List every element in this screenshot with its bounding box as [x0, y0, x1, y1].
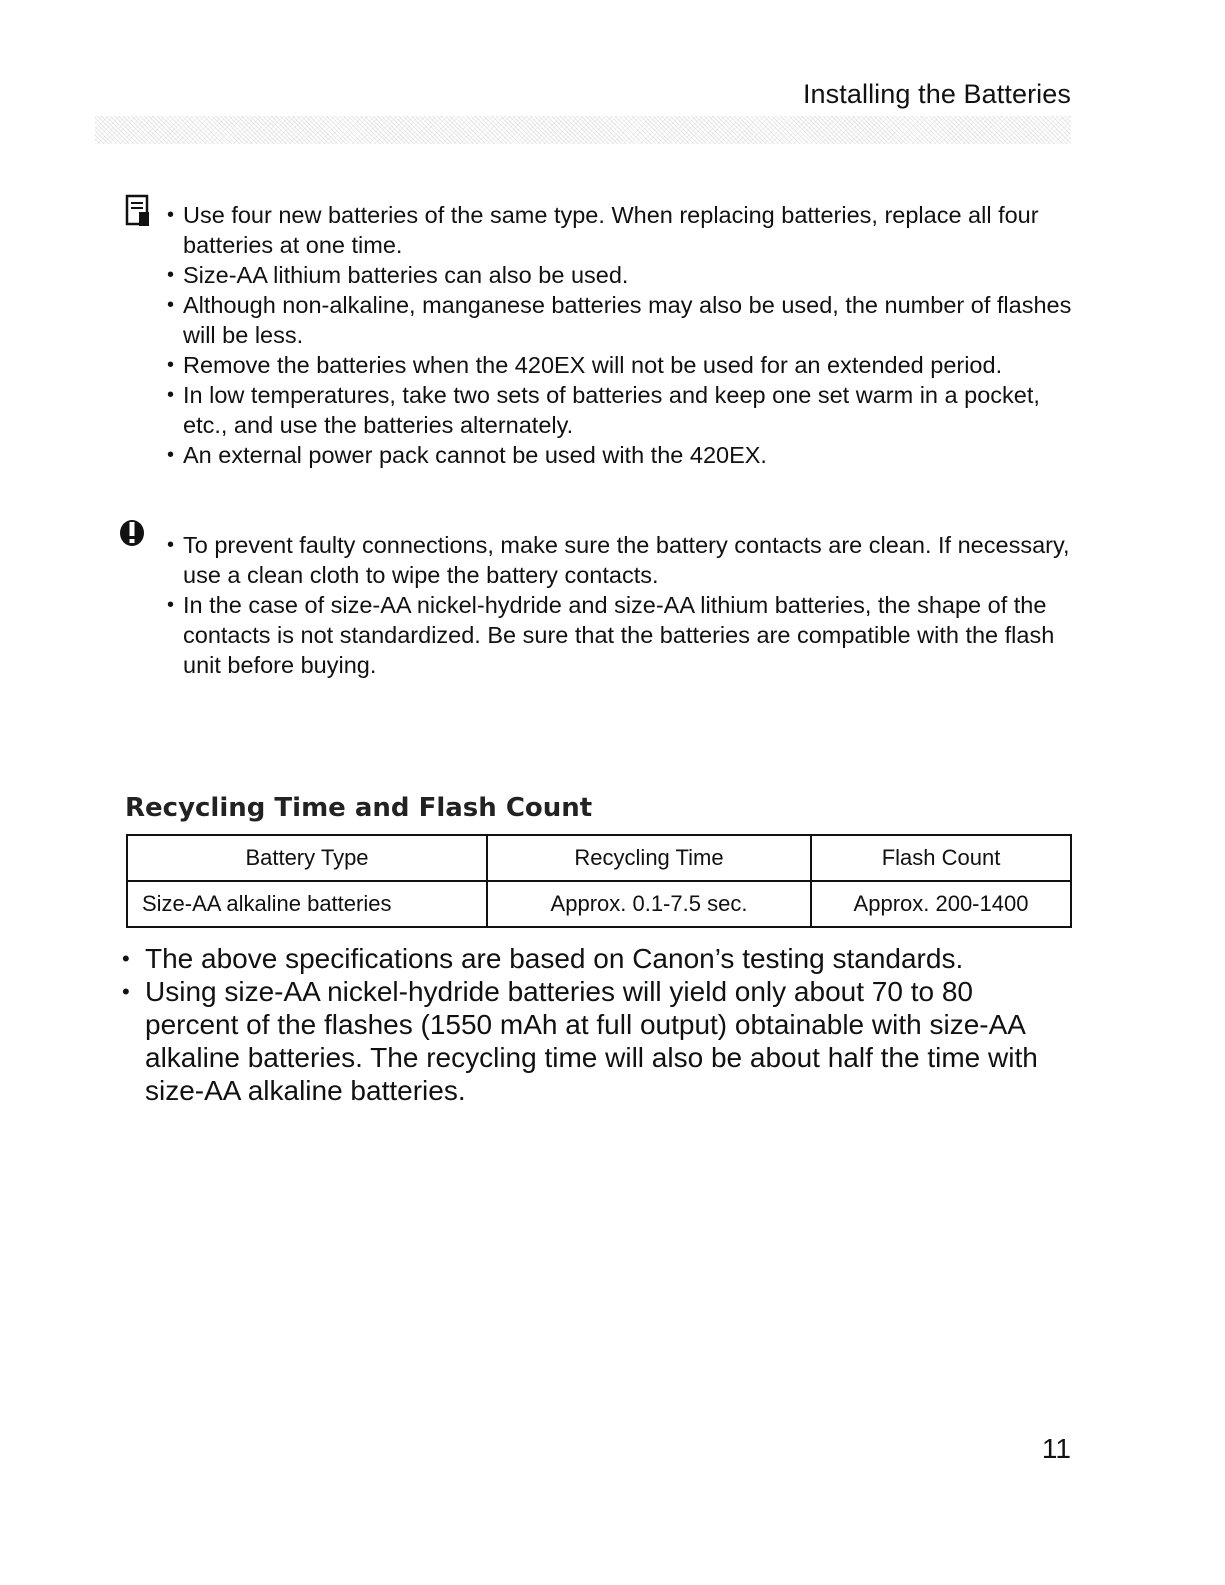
- caution-icon: [117, 516, 147, 550]
- page-header-title: Installing the Batteries: [802, 79, 1071, 109]
- spec-note: • Using size-AA nickel-hydride batteries will yield only about 70 to 80 percent of the flashes (1550 mAh at full output) obtainable with size-AA alkaline batteries. The recycling time will also be about half the time with size-AA alkaline batteries.: [120, 975, 1070, 1107]
- table-header-cell: Battery Type: [127, 835, 487, 881]
- header-band: [95, 116, 1071, 144]
- memo-icon: [125, 194, 155, 228]
- table-cell: Size-AA alkaline batteries: [127, 881, 487, 927]
- spec-note: • The above specifications are based on Canon’s testing standards.: [120, 942, 1070, 975]
- table-cell: Approx. 0.1-7.5 sec.: [487, 881, 811, 927]
- page-number: 11: [1041, 1433, 1071, 1464]
- memo-item: • An external power pack cannot be used with the 420EX.: [167, 440, 1087, 470]
- table-header-cell: Recycling Time: [487, 835, 811, 881]
- spec-notes-list: [120, 942, 1070, 1107]
- spec-table: [126, 834, 1072, 928]
- memo-item: • Use four new batteries of the same type. When replacing batteries, replace all four batteries at one time.: [167, 200, 1087, 260]
- table-header-cell: Flash Count: [811, 835, 1071, 881]
- memo-list: [167, 200, 1087, 470]
- caution-list: [167, 530, 1087, 680]
- section-title: Recycling Time and Flash Count: [125, 793, 593, 823]
- caution-item: • To prevent faulty connections, make sure the battery contacts are clean. If necessary, use a clean cloth to wipe the battery contacts.: [167, 530, 1087, 590]
- memo-item: • In low temperatures, take two sets of batteries and keep one set warm in a pocket, etc., and use the batteries alternately.: [167, 380, 1087, 440]
- memo-item: • Remove the batteries when the 420EX will not be used for an extended period.: [167, 350, 1087, 380]
- table-row: [127, 881, 1071, 927]
- memo-item: • Size-AA lithium batteries can also be used.: [167, 260, 1087, 290]
- table-cell: Approx. 200-1400: [811, 881, 1071, 927]
- memo-item: • Although non-alkaline, manganese batteries may also be used, the number of flashes will be less.: [167, 290, 1087, 350]
- table-header-row: [127, 835, 1071, 881]
- caution-item: • In the case of size-AA nickel-hydride and size-AA lithium batteries, the shape of the contacts is not standardized. Be sure that the batteries are compatible with the flash unit before buying.: [167, 590, 1087, 680]
